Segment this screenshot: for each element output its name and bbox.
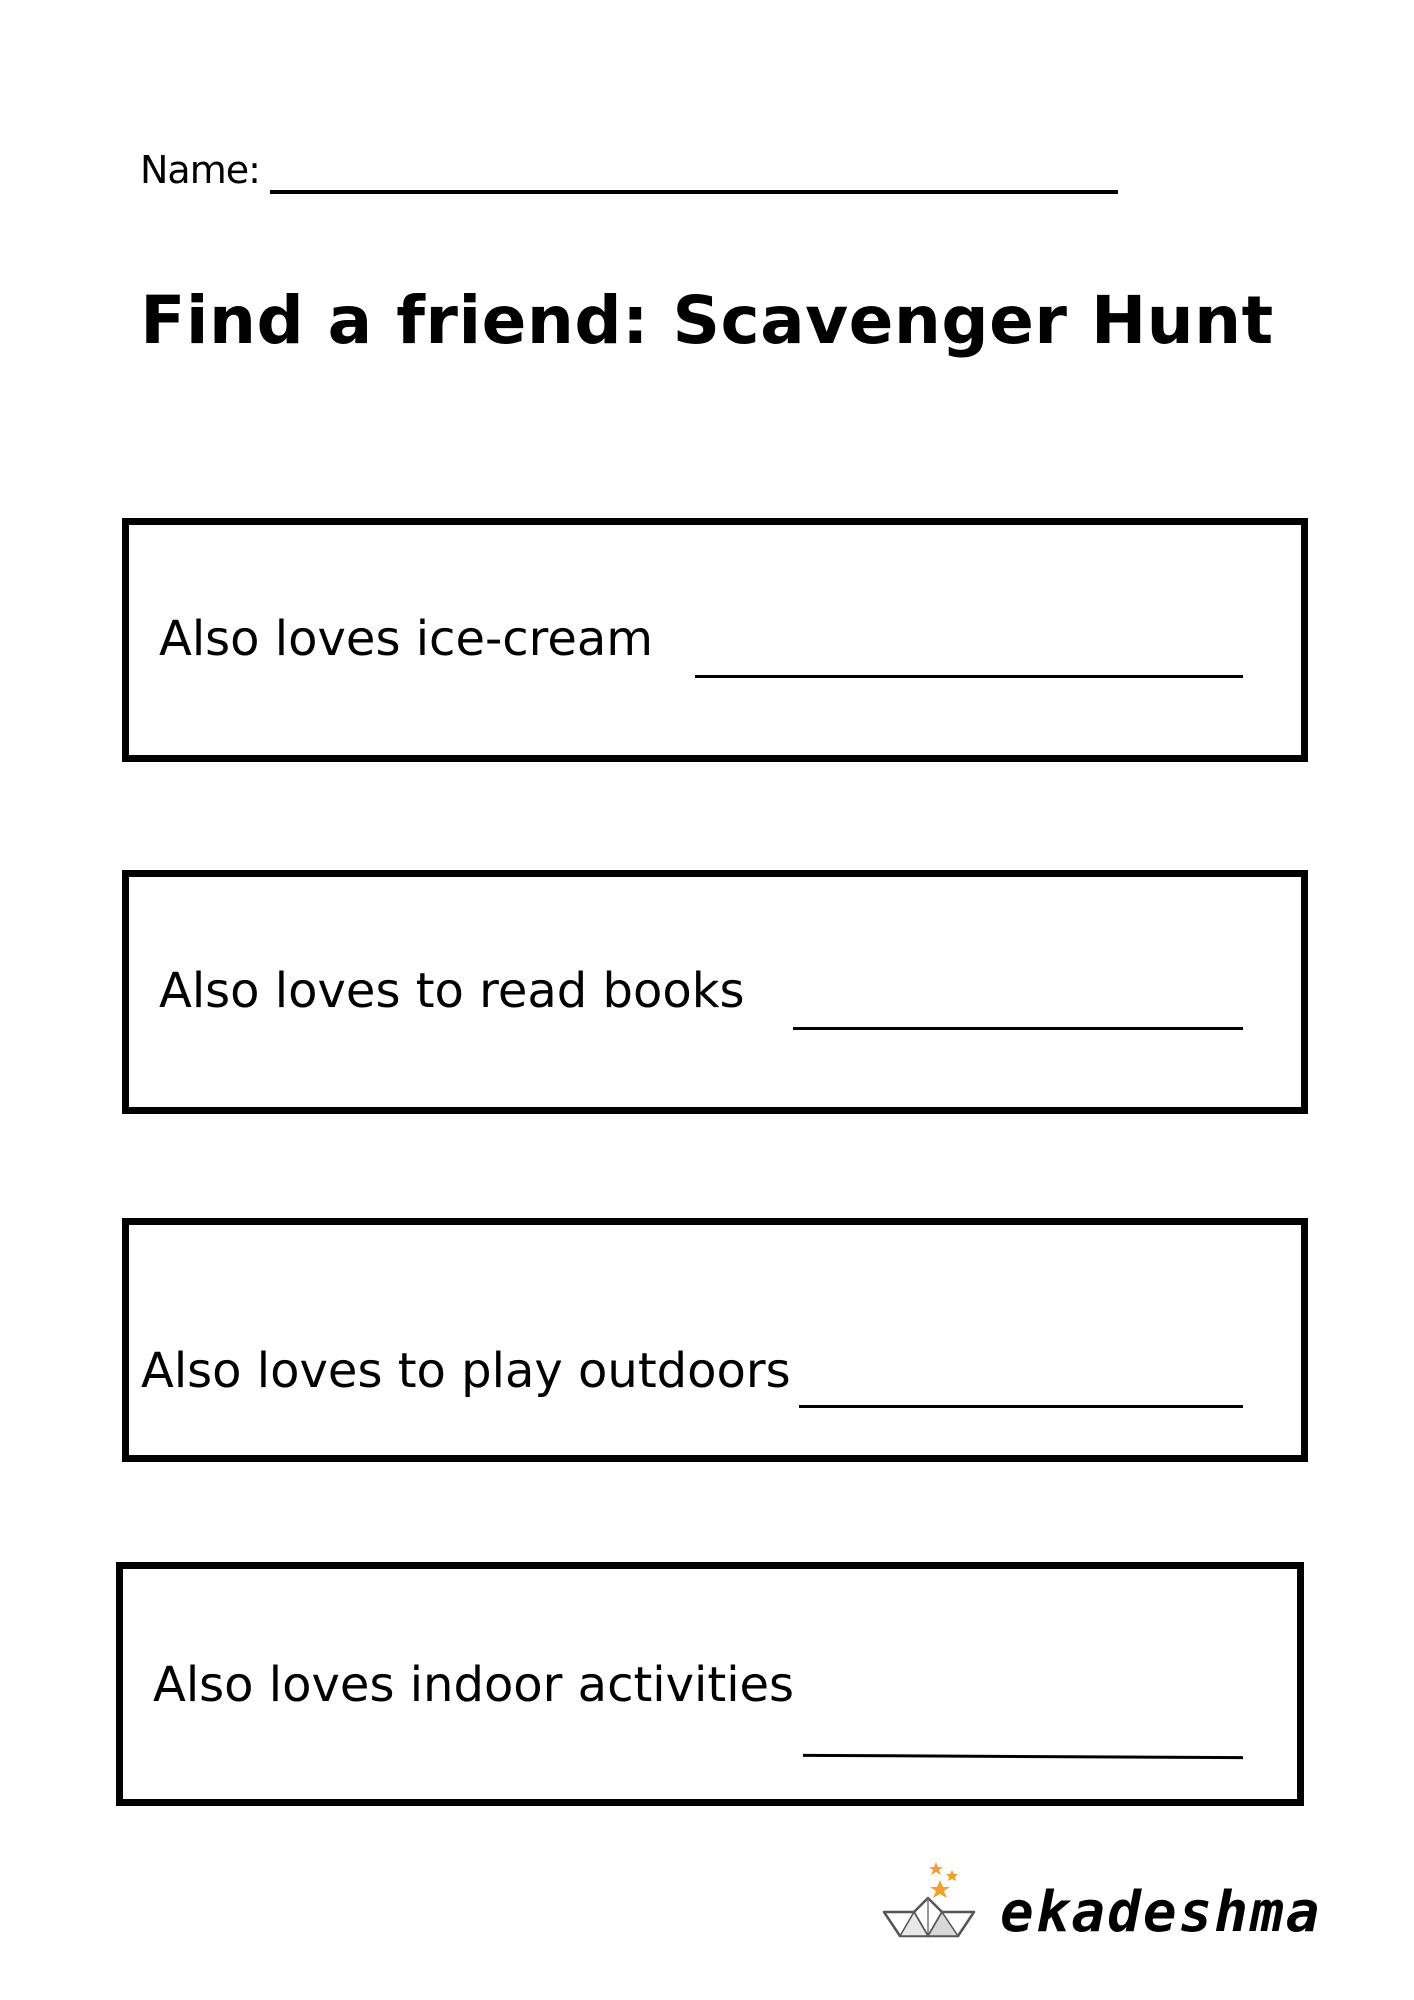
item-label-read-books: Also loves to read books <box>159 963 745 1019</box>
answer-line-play-outdoors[interactable] <box>799 1405 1243 1408</box>
item-box-play-outdoors <box>122 1218 1308 1462</box>
name-row <box>140 148 1120 198</box>
brand-logo <box>878 1852 1322 1962</box>
name-field-line[interactable] <box>270 190 1118 194</box>
brand-logo-text: ekadeshma <box>1000 1880 1322 1945</box>
item-label-ice-cream: Also loves ice-cream <box>159 611 654 667</box>
item-label-indoor-activities: Also loves indoor activities <box>153 1657 795 1713</box>
answer-line-ice-cream[interactable] <box>695 675 1243 678</box>
name-label: Name: <box>140 148 260 192</box>
item-box-indoor-activities <box>116 1562 1304 1806</box>
item-label-play-outdoors: Also loves to play outdoors <box>141 1343 791 1399</box>
answer-line-read-books[interactable] <box>793 1027 1243 1030</box>
item-box-read-books <box>122 870 1308 1114</box>
page-title: Find a friend: Scavenger Hunt <box>140 282 1274 359</box>
paper-boat-with-stars-icon <box>878 1852 998 1962</box>
answer-line-indoor-activities[interactable] <box>803 1754 1243 1759</box>
item-box-ice-cream <box>122 518 1308 762</box>
